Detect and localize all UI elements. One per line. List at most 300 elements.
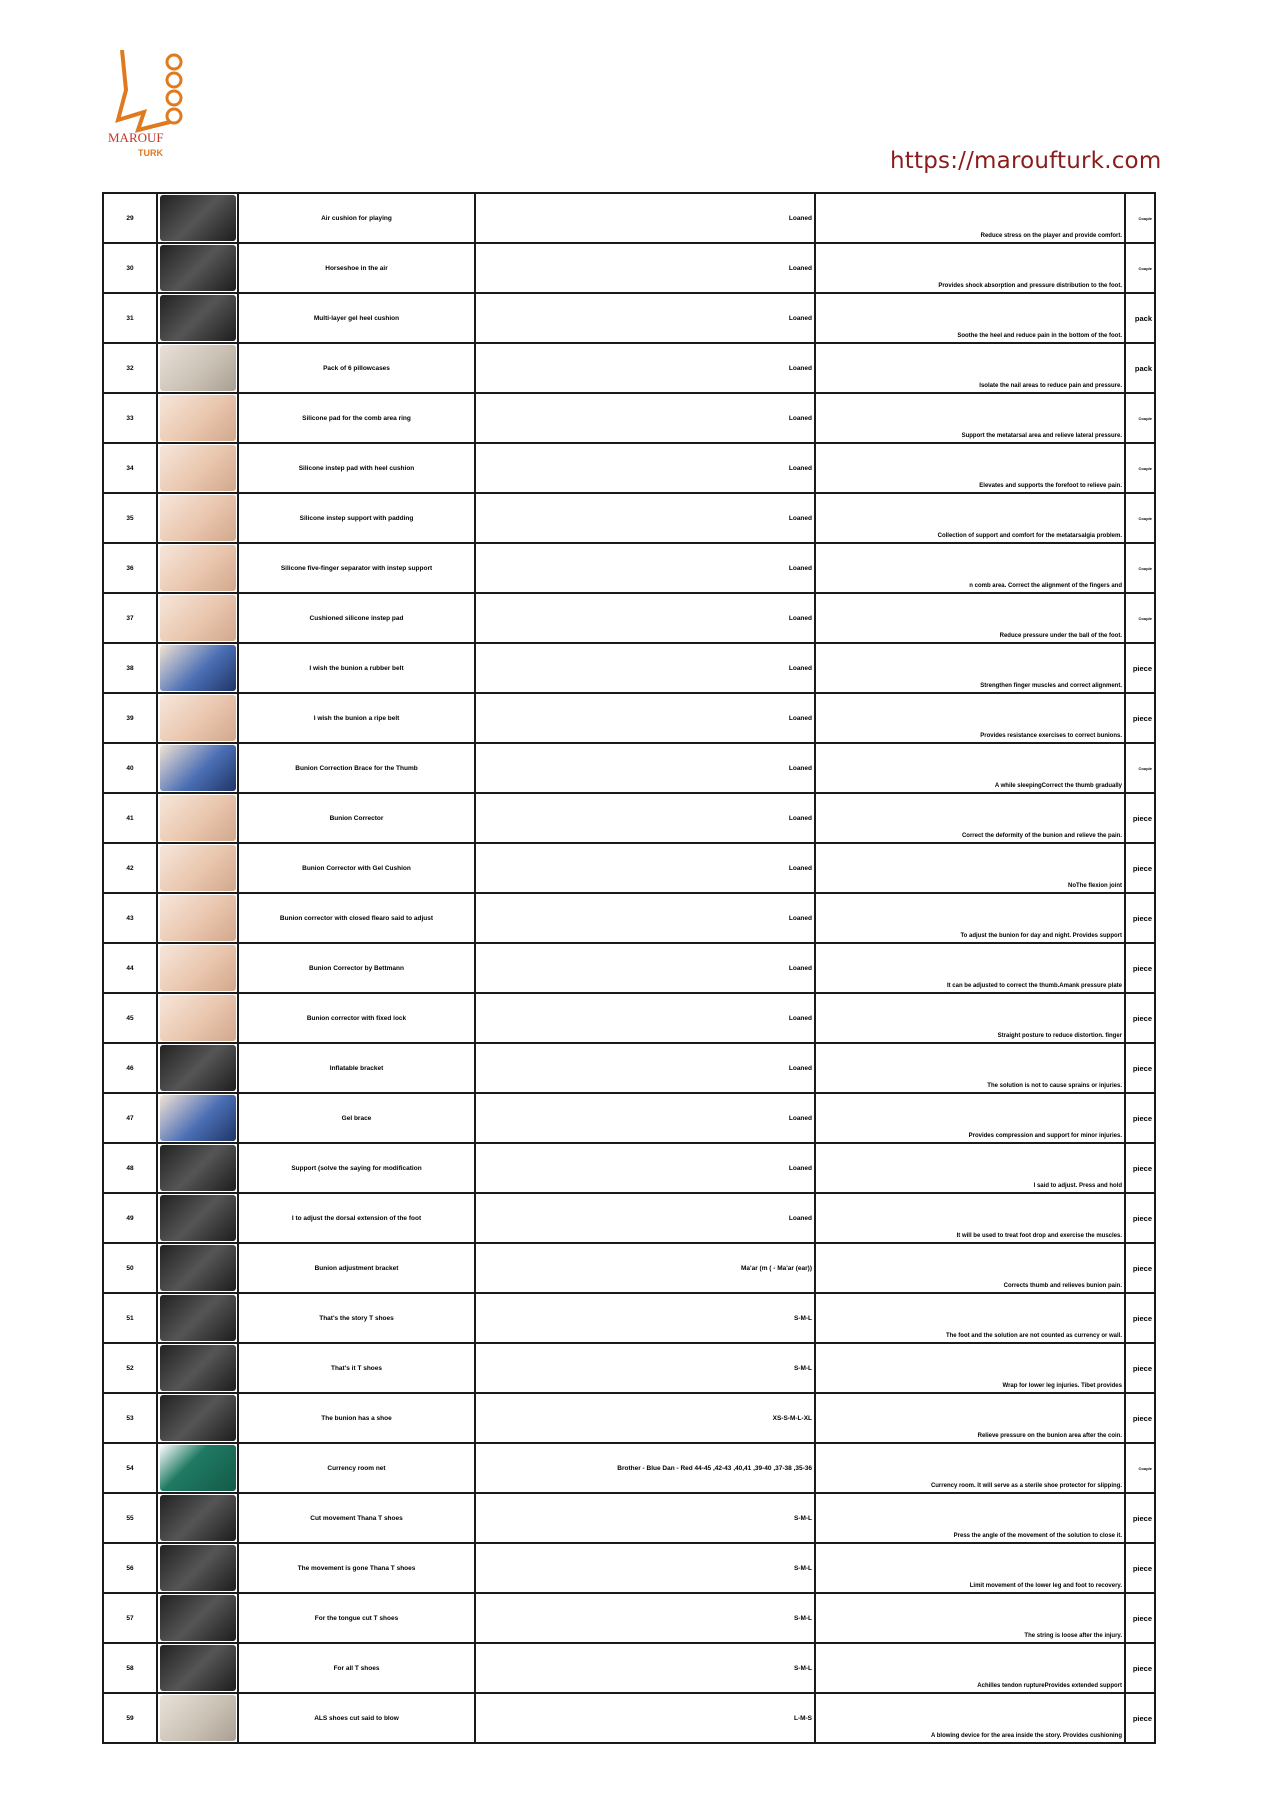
row-number: 30: [103, 243, 157, 293]
product-unit: pack: [1134, 313, 1152, 323]
table-row: [103, 1093, 1155, 1143]
product-description-cell: [815, 1143, 1125, 1193]
product-name: Bunion Corrector by Bettmann: [238, 943, 475, 993]
row-number: 57: [103, 1593, 157, 1643]
table-row: [103, 1343, 1155, 1393]
product-image-cell: [157, 1593, 238, 1643]
row-number: 34: [103, 443, 157, 493]
product-description-cell: [815, 1543, 1125, 1593]
table-row: [103, 443, 1155, 493]
product-unit: Couple: [1138, 515, 1152, 521]
product-photo: [160, 745, 236, 791]
product-unit-cell: [1125, 943, 1155, 993]
product-unit: piece: [1132, 913, 1152, 923]
row-number: 42: [103, 843, 157, 893]
product-size: Brother - Blue Dan - Red 44-45 ,42-43 ,40,41 ,39-40 ,37-38 ,35-36: [475, 1443, 815, 1493]
product-name: Bunion Corrector with Gel Cushion: [238, 843, 475, 893]
table-row: [103, 493, 1155, 543]
product-name: I to adjust the dorsal extension of the foot: [238, 1193, 475, 1243]
product-photo: [160, 1245, 236, 1291]
product-image-cell: [157, 1343, 238, 1393]
product-image-cell: [157, 243, 238, 293]
product-description-cell: [815, 593, 1125, 643]
product-description-cell: [815, 1443, 1125, 1493]
table-row: [103, 693, 1155, 743]
website-url[interactable]: https://maroufturk.com: [890, 148, 1162, 174]
product-size: Loaned: [475, 943, 815, 993]
product-description: Elevates and supports the forefoot to relieve pain.: [979, 483, 1122, 489]
product-description: To adjust the bunion for day and night. Provides support: [960, 933, 1122, 939]
product-description-cell: [815, 893, 1125, 943]
svg-text:TURK: TURK: [138, 148, 163, 158]
product-name: Inflatable bracket: [238, 1043, 475, 1093]
product-unit-cell: [1125, 1143, 1155, 1193]
product-unit-cell: [1125, 1243, 1155, 1293]
product-image-cell: [157, 1093, 238, 1143]
product-description: A while sleepingCorrect the thumb gradually: [994, 783, 1122, 789]
product-photo: [160, 1545, 236, 1591]
product-description-cell: [815, 643, 1125, 693]
product-size: Loaned: [475, 793, 815, 843]
product-description: Straight posture to reduce distortion. finger: [997, 1033, 1122, 1039]
product-image-cell: [157, 443, 238, 493]
product-image-cell: [157, 543, 238, 593]
product-description-cell: [815, 1493, 1125, 1543]
table-row: [103, 643, 1155, 693]
product-image-cell: [157, 1293, 238, 1343]
product-unit-cell: [1125, 393, 1155, 443]
product-size: Loaned: [475, 843, 815, 893]
product-name: For all T shoes: [238, 1643, 475, 1693]
product-description: The foot and the solution are not counted as currency or wall.: [945, 1333, 1122, 1339]
table-row: [103, 1593, 1155, 1643]
product-unit: piece: [1132, 1063, 1152, 1073]
row-number: 58: [103, 1643, 157, 1693]
product-description: Soothe the heel and reduce pain in the bottom of the foot.: [957, 333, 1122, 339]
product-unit: piece: [1132, 963, 1152, 973]
table-row: [103, 343, 1155, 393]
product-size: S-M-L: [475, 1293, 815, 1343]
product-size: Loaned: [475, 643, 815, 693]
row-number: 56: [103, 1543, 157, 1593]
product-name: That's it T shoes: [238, 1343, 475, 1393]
product-size: Loaned: [475, 443, 815, 493]
product-description-cell: [815, 1643, 1125, 1693]
product-description: NoThe flexion joint: [1068, 883, 1122, 889]
product-name: Gel brace: [238, 1093, 475, 1143]
svg-text:MAROUF: MAROUF: [108, 130, 164, 145]
table-row: [103, 743, 1155, 793]
table-row: [103, 843, 1155, 893]
product-image-cell: [157, 493, 238, 543]
product-photo: [160, 945, 236, 991]
product-description-cell: [815, 743, 1125, 793]
row-number: 48: [103, 1143, 157, 1193]
product-description: Collection of support and comfort for the metatarsalgia problem.: [937, 533, 1122, 539]
product-photo: [160, 195, 236, 241]
product-description-cell: [815, 443, 1125, 493]
product-description-cell: [815, 343, 1125, 393]
product-photo: [160, 1045, 236, 1091]
product-size: L-M-S: [475, 1693, 815, 1743]
product-size: Loaned: [475, 543, 815, 593]
product-name: That's the story T shoes: [238, 1293, 475, 1343]
marouf-turk-logo: [108, 50, 194, 160]
product-unit-cell: [1125, 493, 1155, 543]
product-description: Correct the deformity of the bunion and relieve the pain.: [961, 833, 1122, 839]
row-number: 43: [103, 893, 157, 943]
product-description-cell: [815, 1193, 1125, 1243]
product-description-cell: [815, 1043, 1125, 1093]
product-photo: [160, 1495, 236, 1541]
row-number: 39: [103, 693, 157, 743]
row-number: 32: [103, 343, 157, 393]
product-image-cell: [157, 693, 238, 743]
product-description: Strengthen finger muscles and correct alignment.: [980, 683, 1122, 689]
product-photo: [160, 645, 236, 691]
product-unit: piece: [1132, 1413, 1152, 1423]
product-size: S-M-L: [475, 1493, 815, 1543]
product-description: Provides compression and support for minor injuries.: [968, 1133, 1122, 1139]
product-size: Loaned: [475, 593, 815, 643]
product-name: I wish the bunion a ripe belt: [238, 693, 475, 743]
product-size: Loaned: [475, 743, 815, 793]
product-description: Limit movement of the lower leg and foot to recovery.: [969, 1583, 1122, 1589]
table-row: [103, 943, 1155, 993]
product-unit: Couple: [1138, 415, 1152, 421]
product-unit: Couple: [1138, 615, 1152, 621]
product-photo: [160, 345, 236, 391]
product-photo: [160, 595, 236, 641]
product-name: Bunion corrector with closed flearo said to adjust: [238, 893, 475, 943]
row-number: 41: [103, 793, 157, 843]
table-row: [103, 1443, 1155, 1493]
product-image-cell: [157, 1143, 238, 1193]
table-row: [103, 293, 1155, 343]
product-size: Loaned: [475, 193, 815, 243]
product-description: Support the metatarsal area and relieve lateral pressure.: [961, 433, 1122, 439]
product-name: Currency room net: [238, 1443, 475, 1493]
product-description-cell: [815, 193, 1125, 243]
table-row: [103, 1193, 1155, 1243]
product-unit: piece: [1132, 663, 1152, 673]
product-unit: piece: [1132, 1713, 1152, 1723]
product-description-cell: [815, 543, 1125, 593]
product-name: Bunion corrector with fixed lock: [238, 993, 475, 1043]
product-image-cell: [157, 1193, 238, 1243]
product-name: Silicone pad for the comb area ring: [238, 393, 475, 443]
row-number: 40: [103, 743, 157, 793]
row-number: 29: [103, 193, 157, 243]
product-unit: piece: [1132, 1613, 1152, 1623]
product-size: Loaned: [475, 993, 815, 1043]
product-name: Bunion adjustment bracket: [238, 1243, 475, 1293]
product-description-cell: [815, 293, 1125, 343]
product-photo: [160, 1445, 236, 1491]
product-name: Silicone five-finger separator with instep support: [238, 543, 475, 593]
product-unit-cell: [1125, 743, 1155, 793]
product-size: Loaned: [475, 693, 815, 743]
product-size: Loaned: [475, 1143, 815, 1193]
product-name: Cushioned silicone instep pad: [238, 593, 475, 643]
product-description: Currency room. It will serve as a sterile shoe protector for slipping.: [930, 1483, 1122, 1489]
product-description-cell: [815, 843, 1125, 893]
product-unit-cell: [1125, 443, 1155, 493]
product-unit-cell: [1125, 1493, 1155, 1543]
product-image-cell: [157, 843, 238, 893]
product-unit: piece: [1132, 1263, 1152, 1273]
product-unit: piece: [1132, 1363, 1152, 1373]
product-unit: piece: [1132, 713, 1152, 723]
product-name: Horseshoe in the air: [238, 243, 475, 293]
row-number: 47: [103, 1093, 157, 1143]
product-unit-cell: [1125, 1643, 1155, 1693]
product-image-cell: [157, 1043, 238, 1093]
product-description: n comb area. Correct the alignment of the fingers and: [969, 583, 1122, 589]
row-number: 36: [103, 543, 157, 593]
product-photo: [160, 1595, 236, 1641]
product-image-cell: [157, 1643, 238, 1693]
table-row: [103, 1543, 1155, 1593]
product-image-cell: [157, 1493, 238, 1543]
table-row: [103, 1243, 1155, 1293]
product-image-cell: [157, 293, 238, 343]
product-unit-cell: [1125, 843, 1155, 893]
product-unit-cell: [1125, 243, 1155, 293]
product-unit-cell: [1125, 1293, 1155, 1343]
product-description: Reduce pressure under the ball of the foot.: [999, 633, 1122, 639]
product-photo: [160, 895, 236, 941]
product-unit: piece: [1132, 1163, 1152, 1173]
row-number: 50: [103, 1243, 157, 1293]
product-unit-cell: [1125, 1343, 1155, 1393]
table-row: [103, 243, 1155, 293]
product-unit-cell: [1125, 293, 1155, 343]
table-row: [103, 1493, 1155, 1543]
product-unit-cell: [1125, 1693, 1155, 1743]
product-image-cell: [157, 343, 238, 393]
product-photo: [160, 995, 236, 1041]
product-photo: [160, 445, 236, 491]
product-image-cell: [157, 593, 238, 643]
product-description: The solution is not to cause sprains or injuries.: [987, 1083, 1122, 1089]
product-image-cell: [157, 643, 238, 693]
product-image-cell: [157, 1443, 238, 1493]
product-unit: Couple: [1138, 465, 1152, 471]
product-unit: piece: [1132, 863, 1152, 873]
product-description: The string is loose after the injury.: [1024, 1633, 1122, 1639]
table-row: [103, 1143, 1155, 1193]
product-unit: Couple: [1138, 765, 1152, 771]
table-row: [103, 593, 1155, 643]
product-photo: [160, 1195, 236, 1241]
table-row: [103, 193, 1155, 243]
product-unit-cell: [1125, 1393, 1155, 1443]
product-unit-cell: [1125, 543, 1155, 593]
product-image-cell: [157, 793, 238, 843]
row-number: 38: [103, 643, 157, 693]
product-size: Ma'ar (m ( - Ma'ar (ear)): [475, 1243, 815, 1293]
product-unit: piece: [1132, 1113, 1152, 1123]
product-size: Loaned: [475, 243, 815, 293]
product-unit: piece: [1132, 1663, 1152, 1673]
row-number: 53: [103, 1393, 157, 1443]
product-unit-cell: [1125, 1193, 1155, 1243]
product-image-cell: [157, 1243, 238, 1293]
product-name: For the tongue cut T shoes: [238, 1593, 475, 1643]
product-name: The movement is gone Thana T shoes: [238, 1543, 475, 1593]
product-unit: piece: [1132, 1013, 1152, 1023]
product-image-cell: [157, 193, 238, 243]
product-unit: Couple: [1138, 215, 1152, 221]
product-size: Loaned: [475, 1043, 815, 1093]
product-name: Support (solve the saying for modification: [238, 1143, 475, 1193]
row-number: 45: [103, 993, 157, 1043]
product-photo: [160, 1645, 236, 1691]
product-description-cell: [815, 493, 1125, 543]
product-unit: piece: [1132, 1313, 1152, 1323]
product-description: Wrap for lower leg injuries. Tibet provides: [1002, 1383, 1122, 1389]
table-row: [103, 393, 1155, 443]
product-size: Loaned: [475, 343, 815, 393]
product-unit-cell: [1125, 593, 1155, 643]
product-description: Press the angle of the movement of the solution to close it.: [953, 1533, 1122, 1539]
product-unit-cell: [1125, 343, 1155, 393]
product-description: Achilles tendon ruptureProvides extended support: [977, 1683, 1122, 1689]
product-size: S-M-L: [475, 1643, 815, 1693]
product-unit: Couple: [1138, 265, 1152, 271]
table-row: [103, 1043, 1155, 1093]
product-size: S-M-L: [475, 1343, 815, 1393]
product-description: Corrects thumb and relieves bunion pain.: [1003, 1283, 1122, 1289]
product-unit-cell: [1125, 993, 1155, 1043]
table-row: [103, 1643, 1155, 1693]
product-size: Loaned: [475, 1193, 815, 1243]
product-description-cell: [815, 1693, 1125, 1743]
product-unit-cell: [1125, 643, 1155, 693]
product-name: I wish the bunion a rubber belt: [238, 643, 475, 693]
product-photo: [160, 845, 236, 891]
product-description-cell: [815, 393, 1125, 443]
row-number: 35: [103, 493, 157, 543]
row-number: 37: [103, 593, 157, 643]
row-number: 52: [103, 1343, 157, 1393]
product-unit-cell: [1125, 1043, 1155, 1093]
product-unit: Couple: [1138, 565, 1152, 571]
product-photo: [160, 1345, 236, 1391]
product-unit-cell: [1125, 693, 1155, 743]
product-unit-cell: [1125, 1543, 1155, 1593]
row-number: 59: [103, 1693, 157, 1743]
product-description: Provides shock absorption and pressure distribution to the foot.: [938, 283, 1122, 289]
product-name: Cut movement Thana T shoes: [238, 1493, 475, 1543]
product-image-cell: [157, 943, 238, 993]
product-description-cell: [815, 1593, 1125, 1643]
product-size: Loaned: [475, 393, 815, 443]
product-size: Loaned: [475, 293, 815, 343]
product-unit-cell: [1125, 793, 1155, 843]
product-image-cell: [157, 743, 238, 793]
product-name: Silicone instep support with padding: [238, 493, 475, 543]
product-description-cell: [815, 1243, 1125, 1293]
row-number: 49: [103, 1193, 157, 1243]
row-number: 31: [103, 293, 157, 343]
product-unit: Couple: [1138, 1465, 1152, 1471]
product-image-cell: [157, 993, 238, 1043]
product-size: Loaned: [475, 1093, 815, 1143]
row-number: 54: [103, 1443, 157, 1493]
product-description: It can be adjusted to correct the thumb.Amank pressure plate: [946, 983, 1122, 989]
product-image-cell: [157, 1393, 238, 1443]
product-photo: [160, 1695, 236, 1741]
product-photo: [160, 795, 236, 841]
product-photo: [160, 245, 236, 291]
product-description: Relieve pressure on the bunion area after the coin.: [977, 1433, 1122, 1439]
table-row: [103, 793, 1155, 843]
product-description-cell: [815, 1293, 1125, 1343]
product-unit: piece: [1132, 1213, 1152, 1223]
product-photo: [160, 1395, 236, 1441]
product-unit-cell: [1125, 893, 1155, 943]
product-name: ALS shoes cut said to blow: [238, 1693, 475, 1743]
table-row: [103, 893, 1155, 943]
product-image-cell: [157, 893, 238, 943]
product-description: Provides resistance exercises to correct bunions.: [980, 733, 1122, 739]
table-row: [103, 543, 1155, 593]
product-description-cell: [815, 1343, 1125, 1393]
product-photo: [160, 545, 236, 591]
product-unit: piece: [1132, 1563, 1152, 1573]
product-description-cell: [815, 943, 1125, 993]
product-unit: piece: [1132, 1513, 1152, 1523]
product-unit: pack: [1134, 363, 1152, 373]
product-name: Air cushion for playing: [238, 193, 475, 243]
product-description: I said to adjust. Press and hold: [1033, 1183, 1122, 1189]
product-size: Loaned: [475, 893, 815, 943]
product-description-cell: [815, 993, 1125, 1043]
row-number: 44: [103, 943, 157, 993]
row-number: 51: [103, 1293, 157, 1343]
product-name: Bunion Corrector: [238, 793, 475, 843]
product-image-cell: [157, 1543, 238, 1593]
product-size: XS-S-M-L-XL: [475, 1393, 815, 1443]
row-number: 55: [103, 1493, 157, 1543]
table-row: [103, 993, 1155, 1043]
product-description: Reduce stress on the player and provide comfort.: [980, 233, 1122, 239]
product-unit-cell: [1125, 1443, 1155, 1493]
product-photo: [160, 495, 236, 541]
product-description-cell: [815, 243, 1125, 293]
product-table: [102, 192, 1156, 1744]
product-unit-cell: [1125, 193, 1155, 243]
product-photo: [160, 295, 236, 341]
product-size: S-M-L: [475, 1543, 815, 1593]
product-name: Pack of 6 pillowcases: [238, 343, 475, 393]
product-photo: [160, 695, 236, 741]
product-name: Bunion Correction Brace for the Thumb: [238, 743, 475, 793]
product-photo: [160, 1095, 236, 1141]
product-photo: [160, 1295, 236, 1341]
product-photo: [160, 395, 236, 441]
product-name: Multi-layer gel heel cushion: [238, 293, 475, 343]
table-row: [103, 1393, 1155, 1443]
product-description-cell: [815, 1093, 1125, 1143]
product-description-cell: [815, 693, 1125, 743]
product-description-cell: [815, 793, 1125, 843]
product-unit-cell: [1125, 1593, 1155, 1643]
product-description: It will be used to treat foot drop and exercise the muscles.: [956, 1233, 1122, 1239]
product-name: The bunion has a shoe: [238, 1393, 475, 1443]
